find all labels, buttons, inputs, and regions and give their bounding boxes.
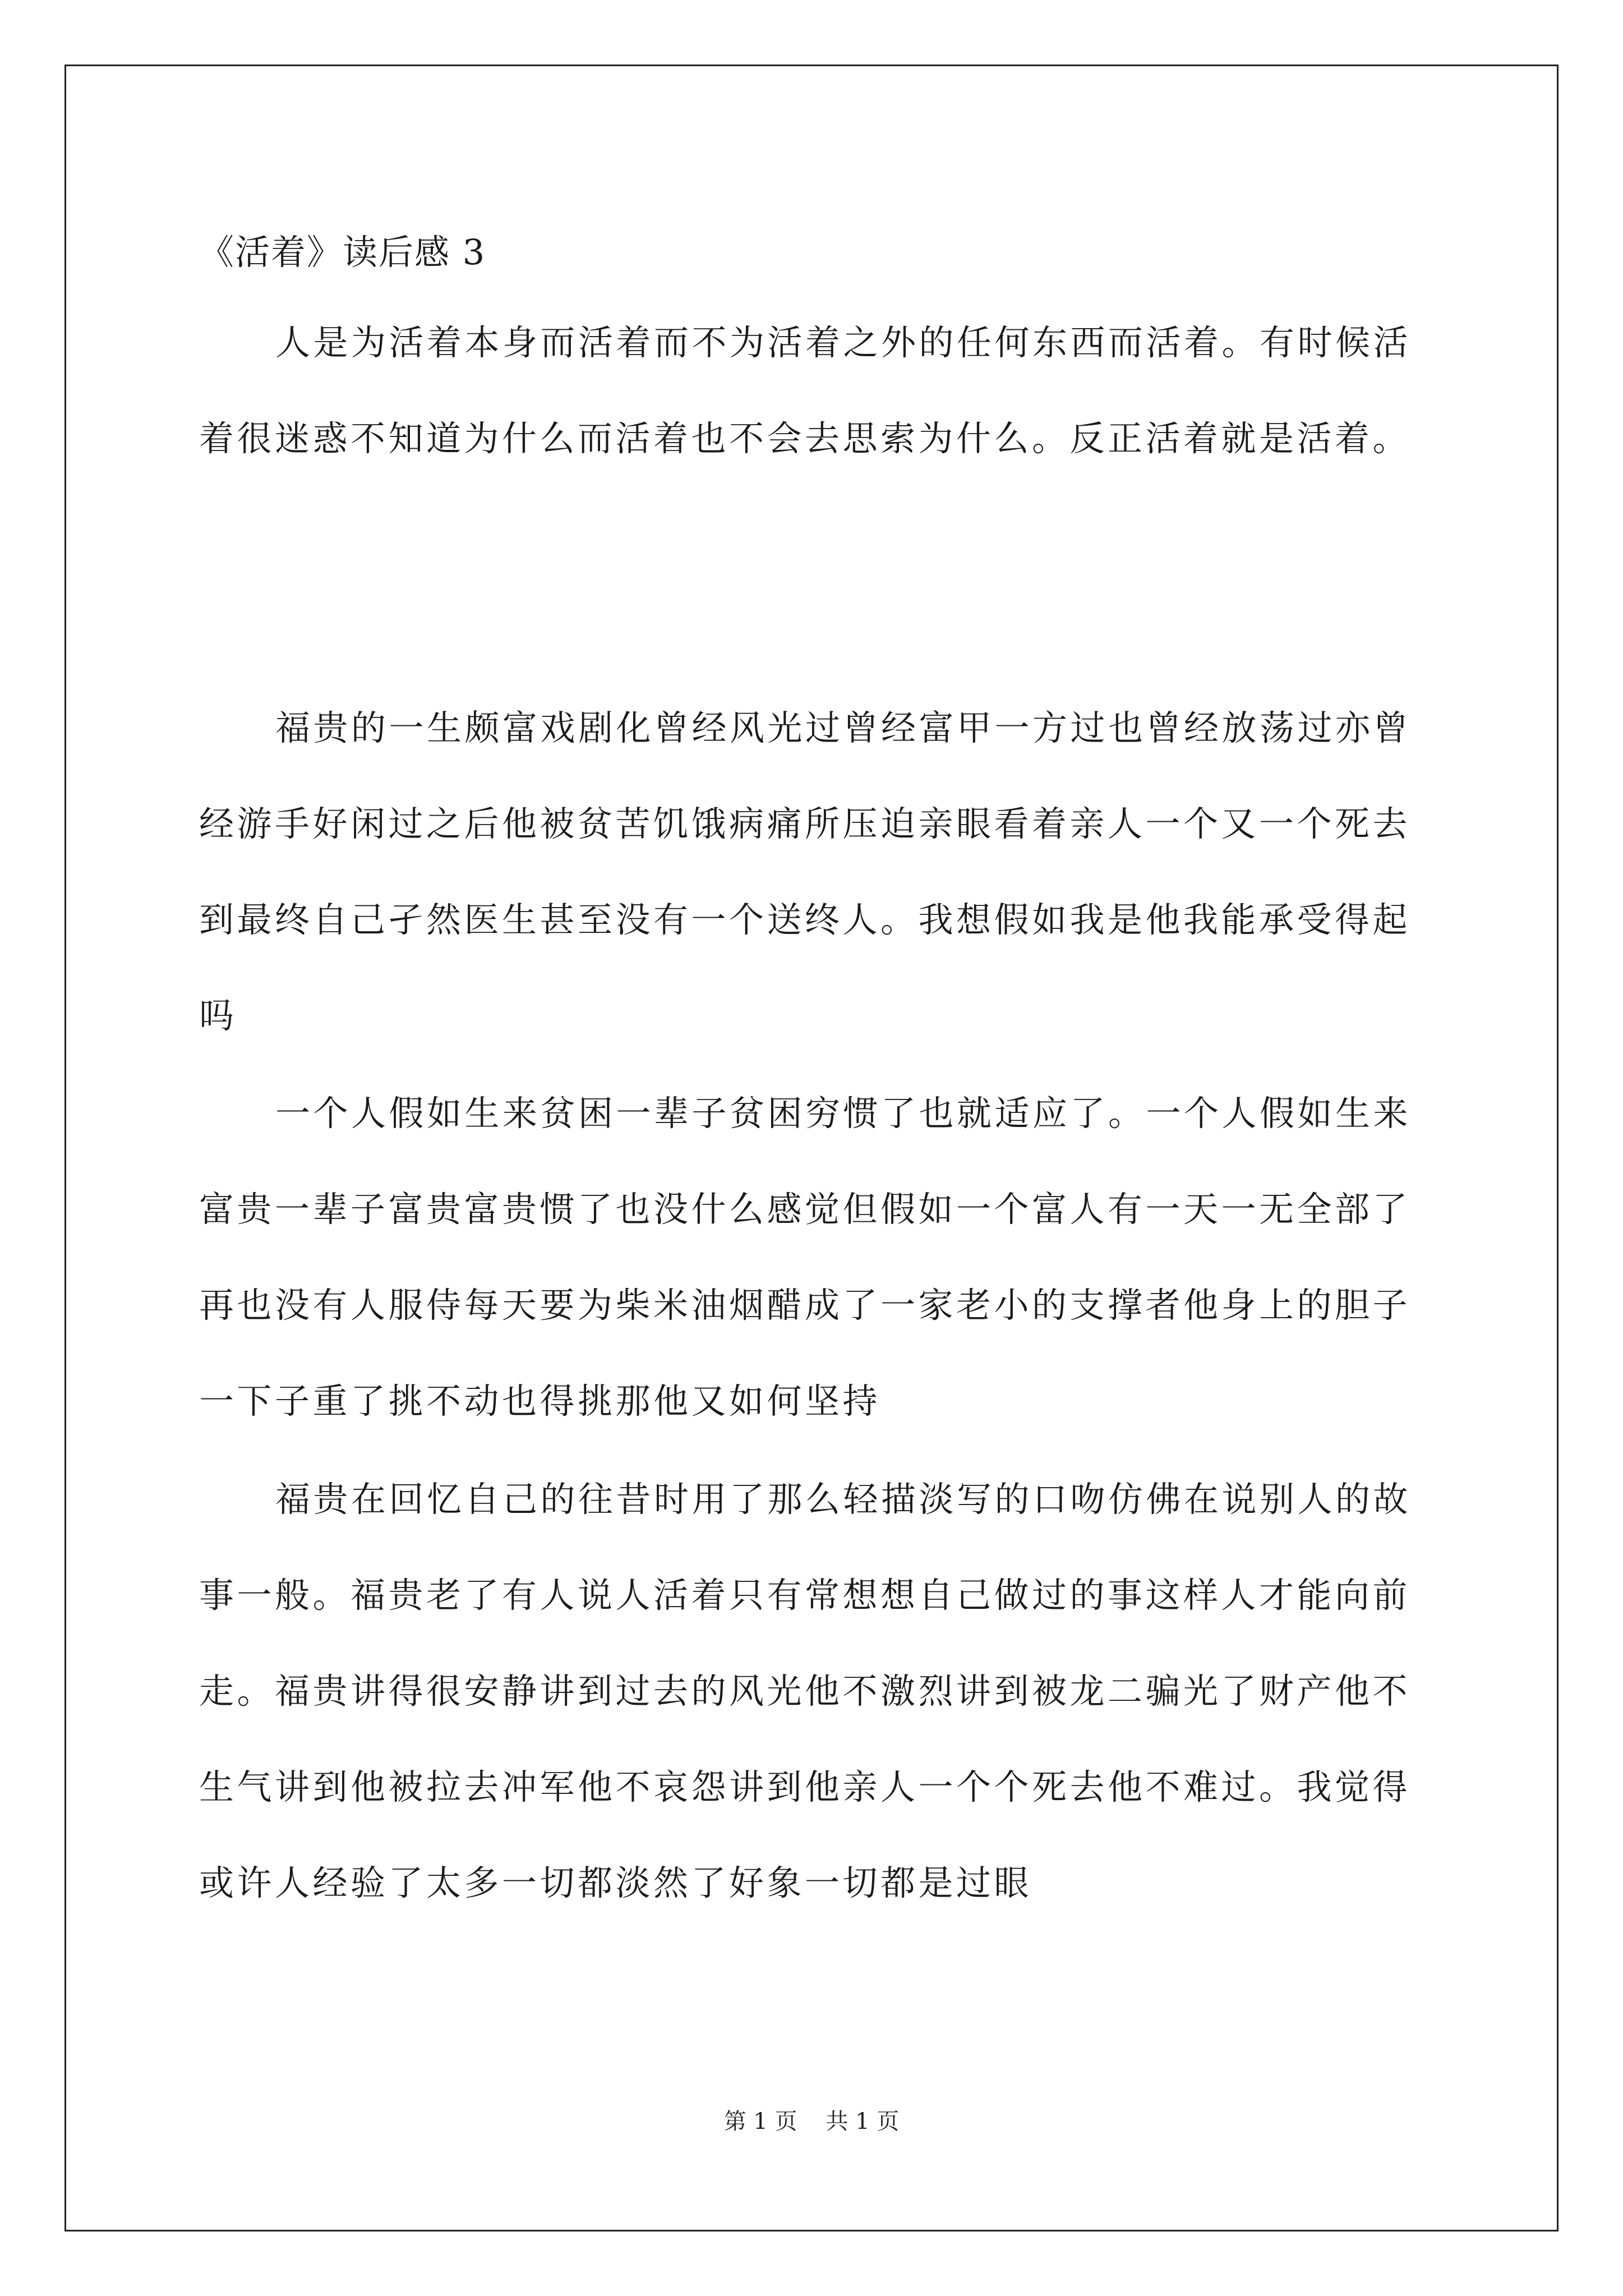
paragraph-1: 人是为活着本身而活着而不为活着之外的任何东西而活着。有时候活着很迷惑不知道为什么而活着也不会去思索为什么。反正活着就是活着。: [199, 322, 1412, 459]
page-number-footer: 第 1 页 共 1 页: [723, 2109, 900, 2134]
paragraph-4: 福贵在回忆自己的往昔时用了那么轻描淡写的口吻仿佛在说别人的故事一般。福贵老了有人说人活着只有常想想自己做过的事这样人才能向前走。福贵讲得很安静讲到过去的风光他不激烈讲到被龙二骗光了财产他不生气讲到他被拉去冲军他不哀怨讲到他亲人一个个死去他不难过。我觉得或许人经验了太多一切都淡然了好象一切都是过眼: [199, 1479, 1412, 1903]
paragraph-2: 福贵的一生颇富戏剧化曾经风光过曾经富甲一方过也曾经放荡过亦曾经游手好闲过之后他被贫苦饥饿病痛所压迫亲眼看着亲人一个又一个死去到最终自己孑然医生甚至没有一个送终人。我想假如我是他我能承受得起吗: [199, 707, 1412, 1036]
document-title: 《活着》读后感 3: [199, 232, 486, 273]
paragraph-3: 一个人假如生来贫困一辈子贫困穷惯了也就适应了。一个人假如生来富贵一辈子富贵富贵惯了也没什么感觉但假如一个富人有一天一无全部了再也没有人服侍每天要为柴米油烟醋成了一家老小的支撑者他身上的胆子一下子重了挑不动也得挑那他又如何坚持: [199, 1093, 1412, 1421]
